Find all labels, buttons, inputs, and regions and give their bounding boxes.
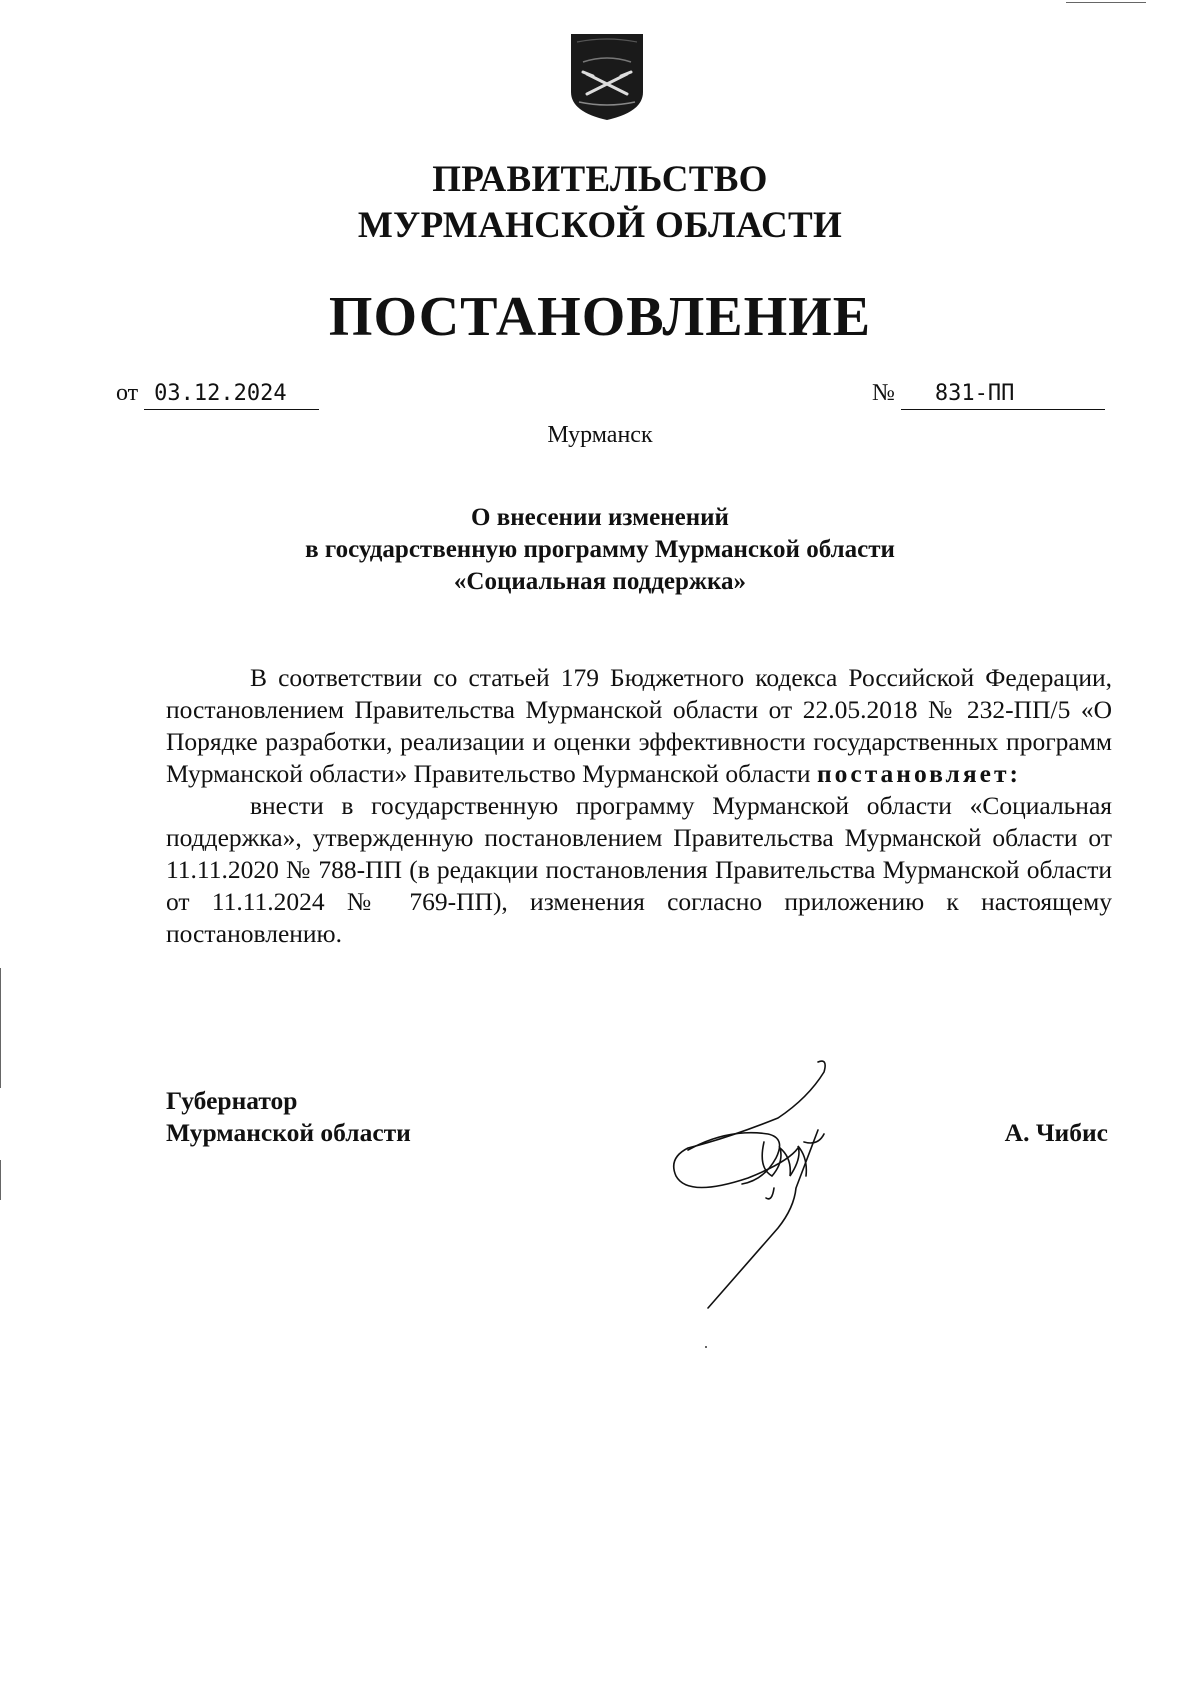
handwritten-signature-icon xyxy=(668,1058,888,1338)
scan-edge-mark xyxy=(1066,2,1146,3)
position-line2: Мурманской области xyxy=(166,1118,411,1147)
document-number xyxy=(872,378,1105,410)
scan-dot xyxy=(705,1346,707,1348)
position-line1: Губернатор xyxy=(166,1086,298,1115)
subject-line2: в государственную программу Мурманской области xyxy=(305,536,895,563)
org-title-line1: ПРАВИТЕЛЬСТВО xyxy=(432,159,768,200)
subject-line1: О внесении изменений xyxy=(471,504,729,531)
murmansk-coat-of-arms-icon xyxy=(569,32,645,122)
body-paragraph-1 xyxy=(166,662,1112,790)
org-title-line2: МУРМАНСКОЙ ОБЛАСТИ xyxy=(357,205,843,246)
body-paragraph-2: внести в государственную программу Мурманской области «Социальная поддержка», утвержденную постановлением Правительства Мурманской области от 11.11.2020 № 788-ПП (в редакции постановления Правительства Мурманской области от 11.11.2024 № 769-ПП), изменения согласно приложению к настоящему постановлению. xyxy=(166,791,1112,948)
signatory-name: А. Чибис xyxy=(1004,1118,1108,1147)
number-value: 831-ПП xyxy=(901,379,1105,410)
date-value: 03.12.2024 xyxy=(144,379,319,410)
number-prefix: № xyxy=(872,380,895,406)
date-prefix: от xyxy=(116,380,139,406)
document-body xyxy=(166,662,1112,950)
document-type-title: ПОСТАНОВЛЕНИЕ xyxy=(328,286,872,348)
city-name: Мурманск xyxy=(547,422,653,448)
document-subject xyxy=(0,502,1200,598)
document-date xyxy=(116,378,319,410)
resolution-keyword: постановляет: xyxy=(816,759,1021,788)
signatory-position xyxy=(166,1085,411,1149)
scan-edge-mark xyxy=(0,1160,1,1200)
scan-edge-mark xyxy=(0,968,1,1088)
paragraph-1-text: В соответствии со статьей 179 Бюджетного кодекса Российской Федерации, постановлением Правительства Мурманской области от 22.05.2018 № 232-ПП/5 «О Порядке разработки, реализации и оценки эффективности государственных программ Мурманской области» Правительство Мурманской области xyxy=(166,663,1112,788)
subject-line3: «Социальная поддержка» xyxy=(453,568,747,595)
